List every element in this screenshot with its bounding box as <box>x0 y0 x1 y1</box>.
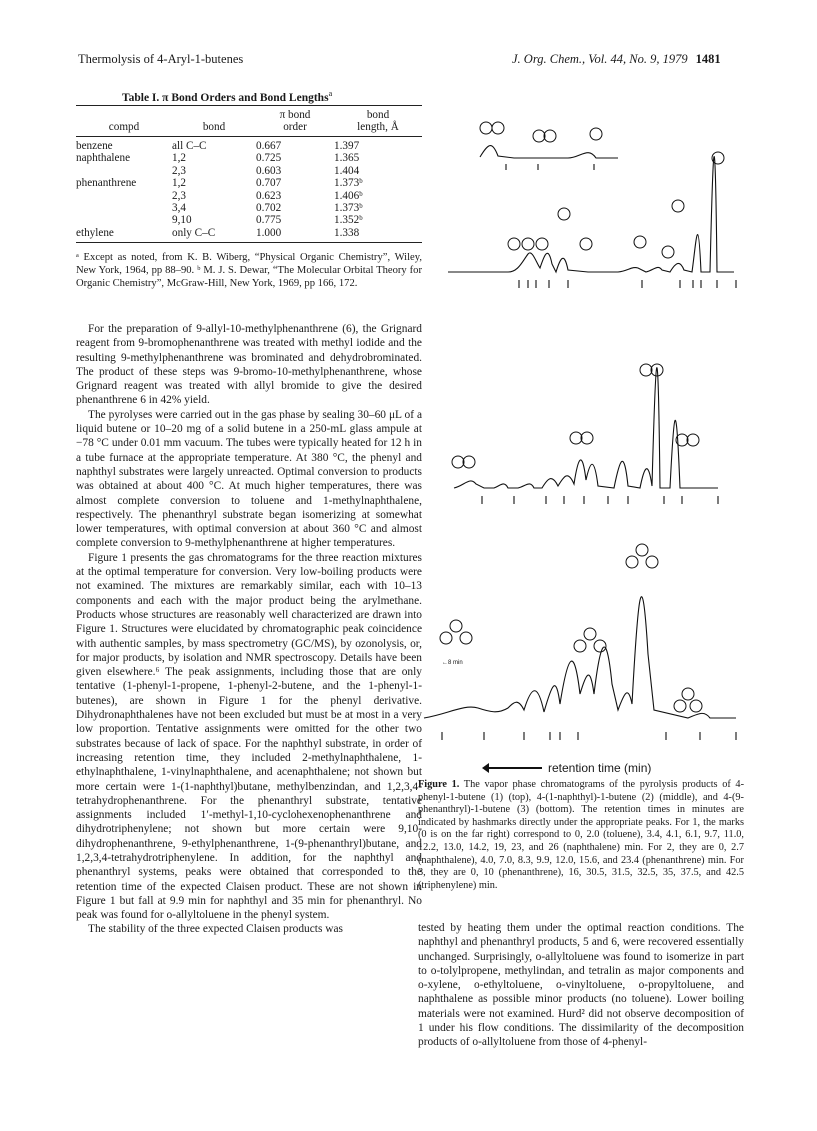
table-cell: 2,3 <box>172 164 186 177</box>
figure-caption-text: The vapor phase chromatograms of the pyrolysis products of 4-phenyl-1-butene (1) (top), 4-(1-naphthyl)-1-butene (2) (middle), and 4-(9-phenanthryl)-1-butene (3) (bottom). The retention times in minutes are indicated by hashmarks directly under the appropriate peaks. For 1, the marks (0 is on the far right) correspond to 0, 2.0 (toluene), 3.4, 4.1, 6.1, 9.7, 11.0, 12.2, 13.0, 14.2, 19, 23, and 26 (naphthalene) min. For 2, they are 0, 2.7 (naphthalene), 4.0, 7.0, 8.3, 9.9, 12.0, 15.6, and 23.4 (phenanthrene) min. For 3, they are 0, 10 (phenanthrene), 16, 30.5, 31.5, 32.5, 35, 37.5, and 42.5 (triphenylene) min. <box>418 779 744 891</box>
benzene-ring-icon <box>533 130 545 142</box>
table-row <box>76 214 422 226</box>
table-cell <box>76 202 172 214</box>
retention-axis-label: retention time (min) <box>548 761 652 775</box>
table-row <box>76 177 422 189</box>
table-cell: phenanthrene <box>76 177 137 190</box>
chromatogram-top <box>418 84 744 294</box>
header-cell-bond: bond <box>172 121 256 137</box>
hashmarks-upper <box>506 164 594 170</box>
header-cell: bond <box>334 106 422 122</box>
triphenylene-ring-icon <box>682 688 694 700</box>
table-cell: 1.373ᵇ <box>334 202 363 215</box>
page-number: 1481 <box>695 52 721 66</box>
table-cell: 1.338 <box>334 227 422 243</box>
paragraph: The pyrolyses were carried out in the gas phase by sealing 30–60 μL of a liquid butene or 10–20 mg of a solid butene in a 250-mL glass ampule at −78 °C under 0.01 mm vacuum. The tubes were typically heated for 12 h in a tube furnace at the appropriate temperature. At 380 °C, the phenyl and naphthyl substrates were largely unreacted. Optimal conversion to products was obtained at about 400 °C. At much higher temperatures, there was almost complete conversion to toluene and 1-methylnaphthalene, respectively. The phenanthryl substrate began isomerizing at somewhat lower temperatures, with optimal conversion at about 360 °C and almost complete conversion to 9-methylphenanthrene at higher temperatures. <box>76 408 422 550</box>
trace-middle <box>454 368 718 488</box>
journal-citation: J. Org. Chem., Vol. 44, No. 9, 1979 <box>512 52 688 66</box>
table-header-row-bottom <box>76 121 422 137</box>
triphenylene-ring-icon <box>636 544 648 556</box>
inset-label: ←8 min <box>442 660 463 666</box>
header-cell <box>172 106 256 122</box>
header-cell: π bond <box>256 106 334 122</box>
retention-arrow <box>488 767 542 769</box>
trace-top-upper <box>480 146 618 158</box>
table-cell <box>76 165 172 177</box>
hashmarks-top <box>519 280 736 288</box>
paragraph: Figure 1 presents the gas chromatograms for the three reaction mixtures at the optimal temperature for conversion. Very low-boiling products were not examined. The mixtures are remarkably similar, each with 10–13 components and each with the major product being the arylmethane. Products whose structures are reasonably well characterized are drawn into Figure 1. Structures were elucidated by chromatographic peak coincidence with authentic samples, by mass spectrometry (GC/MS), by ozonolysis, or, for major products, by isolation and NMR spectroscopy. Details have been given elsewhere.⁶ The peak assignments, including those that are only tentative (1-phenyl-1-propene, 1-phenyl-2-butene, and the 1-phenyl-1-butenes), are shown in Figure 1 for the phenyl derivative. Dihydronaphthalenes have not been excluded but must be at most in a very low proportion. Tentative assignments were omitted for the other two substrates because of lack of space. For the naphthyl substrate, in order of increasing retention time, they included 2-methylnaphthalene, 1-ethylnaphthalene, 1-vinylnaphthalene, and acenaphthalene; not shown but more certain were 1-(1-naphthyl)butane, methylbenzindan, and 1,2,3,4-tetrahydrophenanthrene. For the phenanthryl substrate, tentative assignments included 1′-methyl-1,10-cyclohexenophenanthrene and dihydrotriphenylene; not shown but more certain were 9,10-dihydrophenanthrene, 9-ethylphenanthrene, 1-(9-phenanthryl)butane, and 1,2,3,4-tetrahydrotriphenylene. In addition, for the naphthyl and phenanthryl systems, peaks were obtained that corresponded to the retention time of the expected Claisen product. These are not shown in Figure 1 but fall at 9.9 min for naphthyl and 35 min for phenanthryl. No peak was found for o-allyltoluene in the phenyl system. <box>76 551 422 922</box>
table-cell: 0.667 <box>256 140 282 152</box>
table-cell: 1.406ᵇ <box>334 189 363 202</box>
naphthalene-ring-icon <box>640 364 652 376</box>
table-cell: 0.775 <box>256 214 282 227</box>
right-column-body <box>418 921 744 1050</box>
table-cell: 0.707 <box>256 177 282 190</box>
table-cell: 1.365 <box>334 152 360 165</box>
paragraph: The stability of the three expected Claisen products was <box>88 923 343 936</box>
table-cell: 0.725 <box>256 152 282 165</box>
table-cell <box>76 190 172 202</box>
hashmarks-bottom <box>442 732 736 740</box>
header-cell-length: length, Å <box>334 121 422 137</box>
table-row <box>76 227 422 243</box>
table-cell: 0.702 <box>256 202 282 215</box>
table-cell: naphthalene <box>76 152 131 165</box>
benzene-ring-icon <box>580 238 592 250</box>
header-cell <box>76 106 172 122</box>
left-column-body <box>76 322 422 937</box>
figure-caption-title: Figure 1. <box>418 779 460 790</box>
hashmarks-middle <box>482 496 718 504</box>
chromatogram-bottom <box>418 534 744 748</box>
bond-order-table <box>76 105 422 243</box>
table-cell: 2,3 <box>172 189 186 202</box>
table-row <box>76 152 422 164</box>
table-cell: 1,2 <box>172 177 186 190</box>
table-cell: 1,2 <box>172 152 186 165</box>
table-cell: 3,4 <box>172 202 186 215</box>
table-footnote: ᵃ Except as noted, from K. B. Wiberg, “Physical Organic Chemistry”, Wiley, New York, 1964, pp 88–90. ᵇ M. J. S. Dewar, “The Molecular Orbital Theory for Organic Chemistry”, McGraw-Hill, New York, 1969, pp 166, 172. <box>76 252 422 289</box>
table-cell: only C–C <box>172 227 256 243</box>
benzene-ring-icon <box>558 208 570 220</box>
table-caption-mark: a <box>328 89 333 98</box>
benzene-ring-icon <box>634 236 646 248</box>
table-caption-text: Table I. π Bond Orders and Bond Lengths <box>122 91 329 104</box>
table-cell: 1.000 <box>256 227 334 243</box>
table-cell: 0.603 <box>256 164 282 177</box>
benzene-ring-icon <box>480 122 492 134</box>
figure-caption <box>418 779 744 892</box>
benzene-ring-icon <box>662 246 674 258</box>
table-cell: all C–C <box>172 140 207 152</box>
table-row <box>76 202 422 214</box>
header-cell-compd: compd <box>76 121 172 137</box>
running-header-title: Thermolysis of 4-Aryl-1-butenes <box>78 52 244 66</box>
paragraph: For the preparation of 9-allyl-10-methylphenanthrene (6), the Grignard reagent from 9-bromophenanthrene was treated with methyl iodide and the resulting 9-methylphenanthrene was brominated and dehydrobrominated. The product of these steps was 9-bromo-10-methylphenanthrene, whose Grignard reagent was treated with allyl bromide to give the desired phenanthrene 6 in 42% yield. <box>76 323 422 407</box>
phenanthrene-ring-icon <box>584 628 596 640</box>
paragraph: tested by heating them under the optimal reaction conditions. The naphthyl and phenanthryl products, 5 and 6, were recovered essentially unchanged. Surprisingly, o-allyltoluene was found to isomerize in part to o-tolylpropene, methylindan, and tetralin as major components and o-xylene, o-ethyltoluene, o-vinyltoluene, o-propyltoluene, and naphthalene as possible minor products (no toluene). Lower boiling materials were not examined. Hurd² did not observe decomposition of 1 under his flow conditions. The dissimilarity of the decomposition products of o-allyltoluene from those of 4-phenyl- <box>418 922 744 1049</box>
naphthalene-ring-icon <box>570 432 582 444</box>
table-row <box>76 190 422 202</box>
table-row <box>76 137 422 153</box>
table-body <box>76 137 422 243</box>
table-row <box>76 165 422 177</box>
benzene-ring-icon <box>508 238 520 250</box>
table-cell: benzene <box>76 140 113 152</box>
table-cell: 1.397 <box>334 140 360 152</box>
phenanthrene-ring-icon <box>450 620 462 632</box>
table-cell: 9,10 <box>172 214 192 227</box>
benzene-ring-icon <box>672 200 684 212</box>
header-cell-order: order <box>256 121 334 137</box>
table-cell: 1.352ᵇ <box>334 214 363 227</box>
table-caption <box>122 89 332 104</box>
chromatogram-middle <box>418 298 744 508</box>
trace-top <box>448 156 734 272</box>
table-cell: 1.404 <box>334 164 360 177</box>
benzene-ring-icon <box>590 128 602 140</box>
table-cell: ethylene <box>76 227 172 243</box>
table-header-row-top <box>76 106 422 122</box>
table-cell <box>76 214 172 226</box>
table-cell: 1.373ᵇ <box>334 177 363 190</box>
running-header-journal <box>512 52 721 67</box>
naphthalene-ring-icon <box>452 456 464 468</box>
table-cell: 0.623 <box>256 189 282 202</box>
